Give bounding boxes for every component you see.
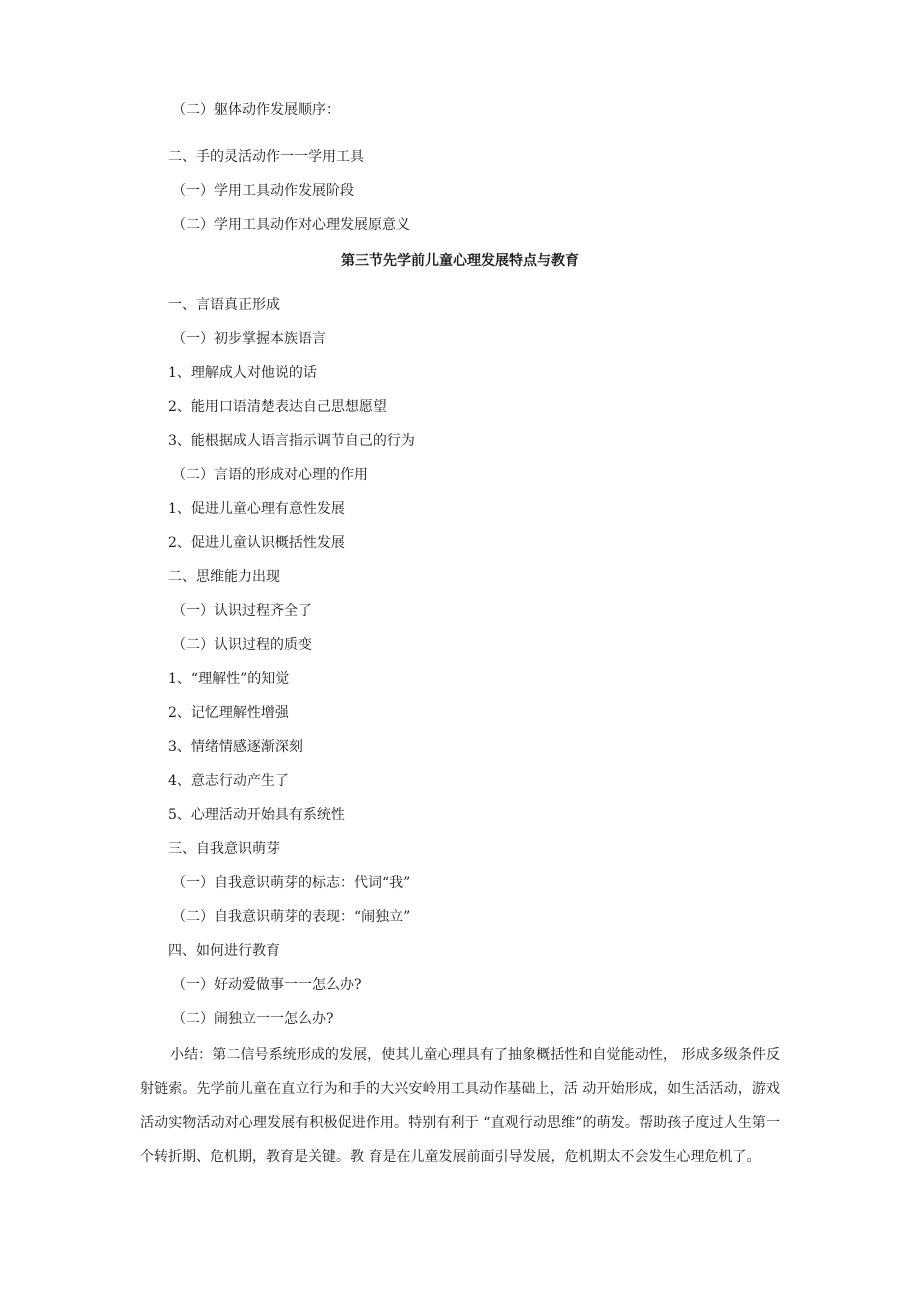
heading-speech-formation: 一、言语真正形成: [168, 297, 280, 313]
list-item: 2、能用口语清楚表达自己思想愿望: [168, 399, 387, 415]
heading-cognition-change: （二）认识过程的质变: [172, 637, 312, 653]
heading-self-awareness-sign: （一）自我意识萌芽的标志：代词“我”: [172, 875, 411, 891]
heading-speech-effect: （二）言语的形成对心理的作用: [172, 467, 368, 483]
summary-paragraph: 小结：第二信号系统形成的发展，使其儿童心理具有了抽象概括性和自觉能动性， 形成多级条件反射链索。先学前儿童在直立行为和手的大兴安岭用工具动作基础上，活 动开始形成，如生活活动，游戏活动实物活动对心理发展有积极促进作用。特别有利于 “直观行动思维”的萌发。帮助孩子度过人生第一个转折期、危机期，教育是关键。教 育是在儿童发展前面引导发展，危机期太不会发生心理危机了。: [140, 1047, 780, 1165]
list-item: 2、记忆理解性增强: [168, 705, 289, 721]
list-item: 3、能根据成人语言指示调节自己的行为: [168, 433, 415, 449]
list-item: 1、“理解性”的知觉: [168, 671, 290, 687]
heading-education: 四、如何进行教育: [168, 943, 280, 959]
heading-tool-significance: （二）学用工具动作对心理发展原意义: [172, 217, 410, 233]
heading-thinking-ability: 二、思维能力出现: [168, 569, 280, 585]
heading-self-awareness-expression: （二）自我意识萌芽的表现：“闹独立”: [172, 909, 411, 925]
heading-hand-tools: 二、手的灵活动作一一学用工具: [168, 149, 364, 165]
heading-cognition-complete: （一）认识过程齐全了: [172, 603, 312, 619]
list-item: 2、促进儿童认识概括性发展: [168, 535, 345, 551]
list-item: 1、理解成人对他说的话: [168, 365, 317, 381]
heading-independence: （二）闹独立一一怎么办?: [172, 1011, 334, 1027]
section-title: 第三节先学前儿童心理发展特点与教育: [341, 253, 579, 269]
heading-native-language: （一）初步掌握本族语言: [172, 331, 326, 347]
list-item: 5、心理活动开始具有系统性: [168, 807, 345, 823]
heading-tool-stages: （一）学用工具动作发展阶段: [172, 183, 354, 199]
list-item: 3、情绪情感逐渐深刻: [168, 739, 303, 755]
list-item: 1、促进儿童心理有意性发展: [168, 501, 345, 517]
heading-trunk-motion-order: （二）躯体动作发展顺序：: [172, 102, 340, 118]
heading-self-awareness: 三、自我意识萌芽: [168, 841, 280, 857]
heading-active-child: （一）好动爱做事一一怎么办?: [172, 977, 362, 993]
list-item: 4、意志行动产生了: [168, 773, 289, 789]
